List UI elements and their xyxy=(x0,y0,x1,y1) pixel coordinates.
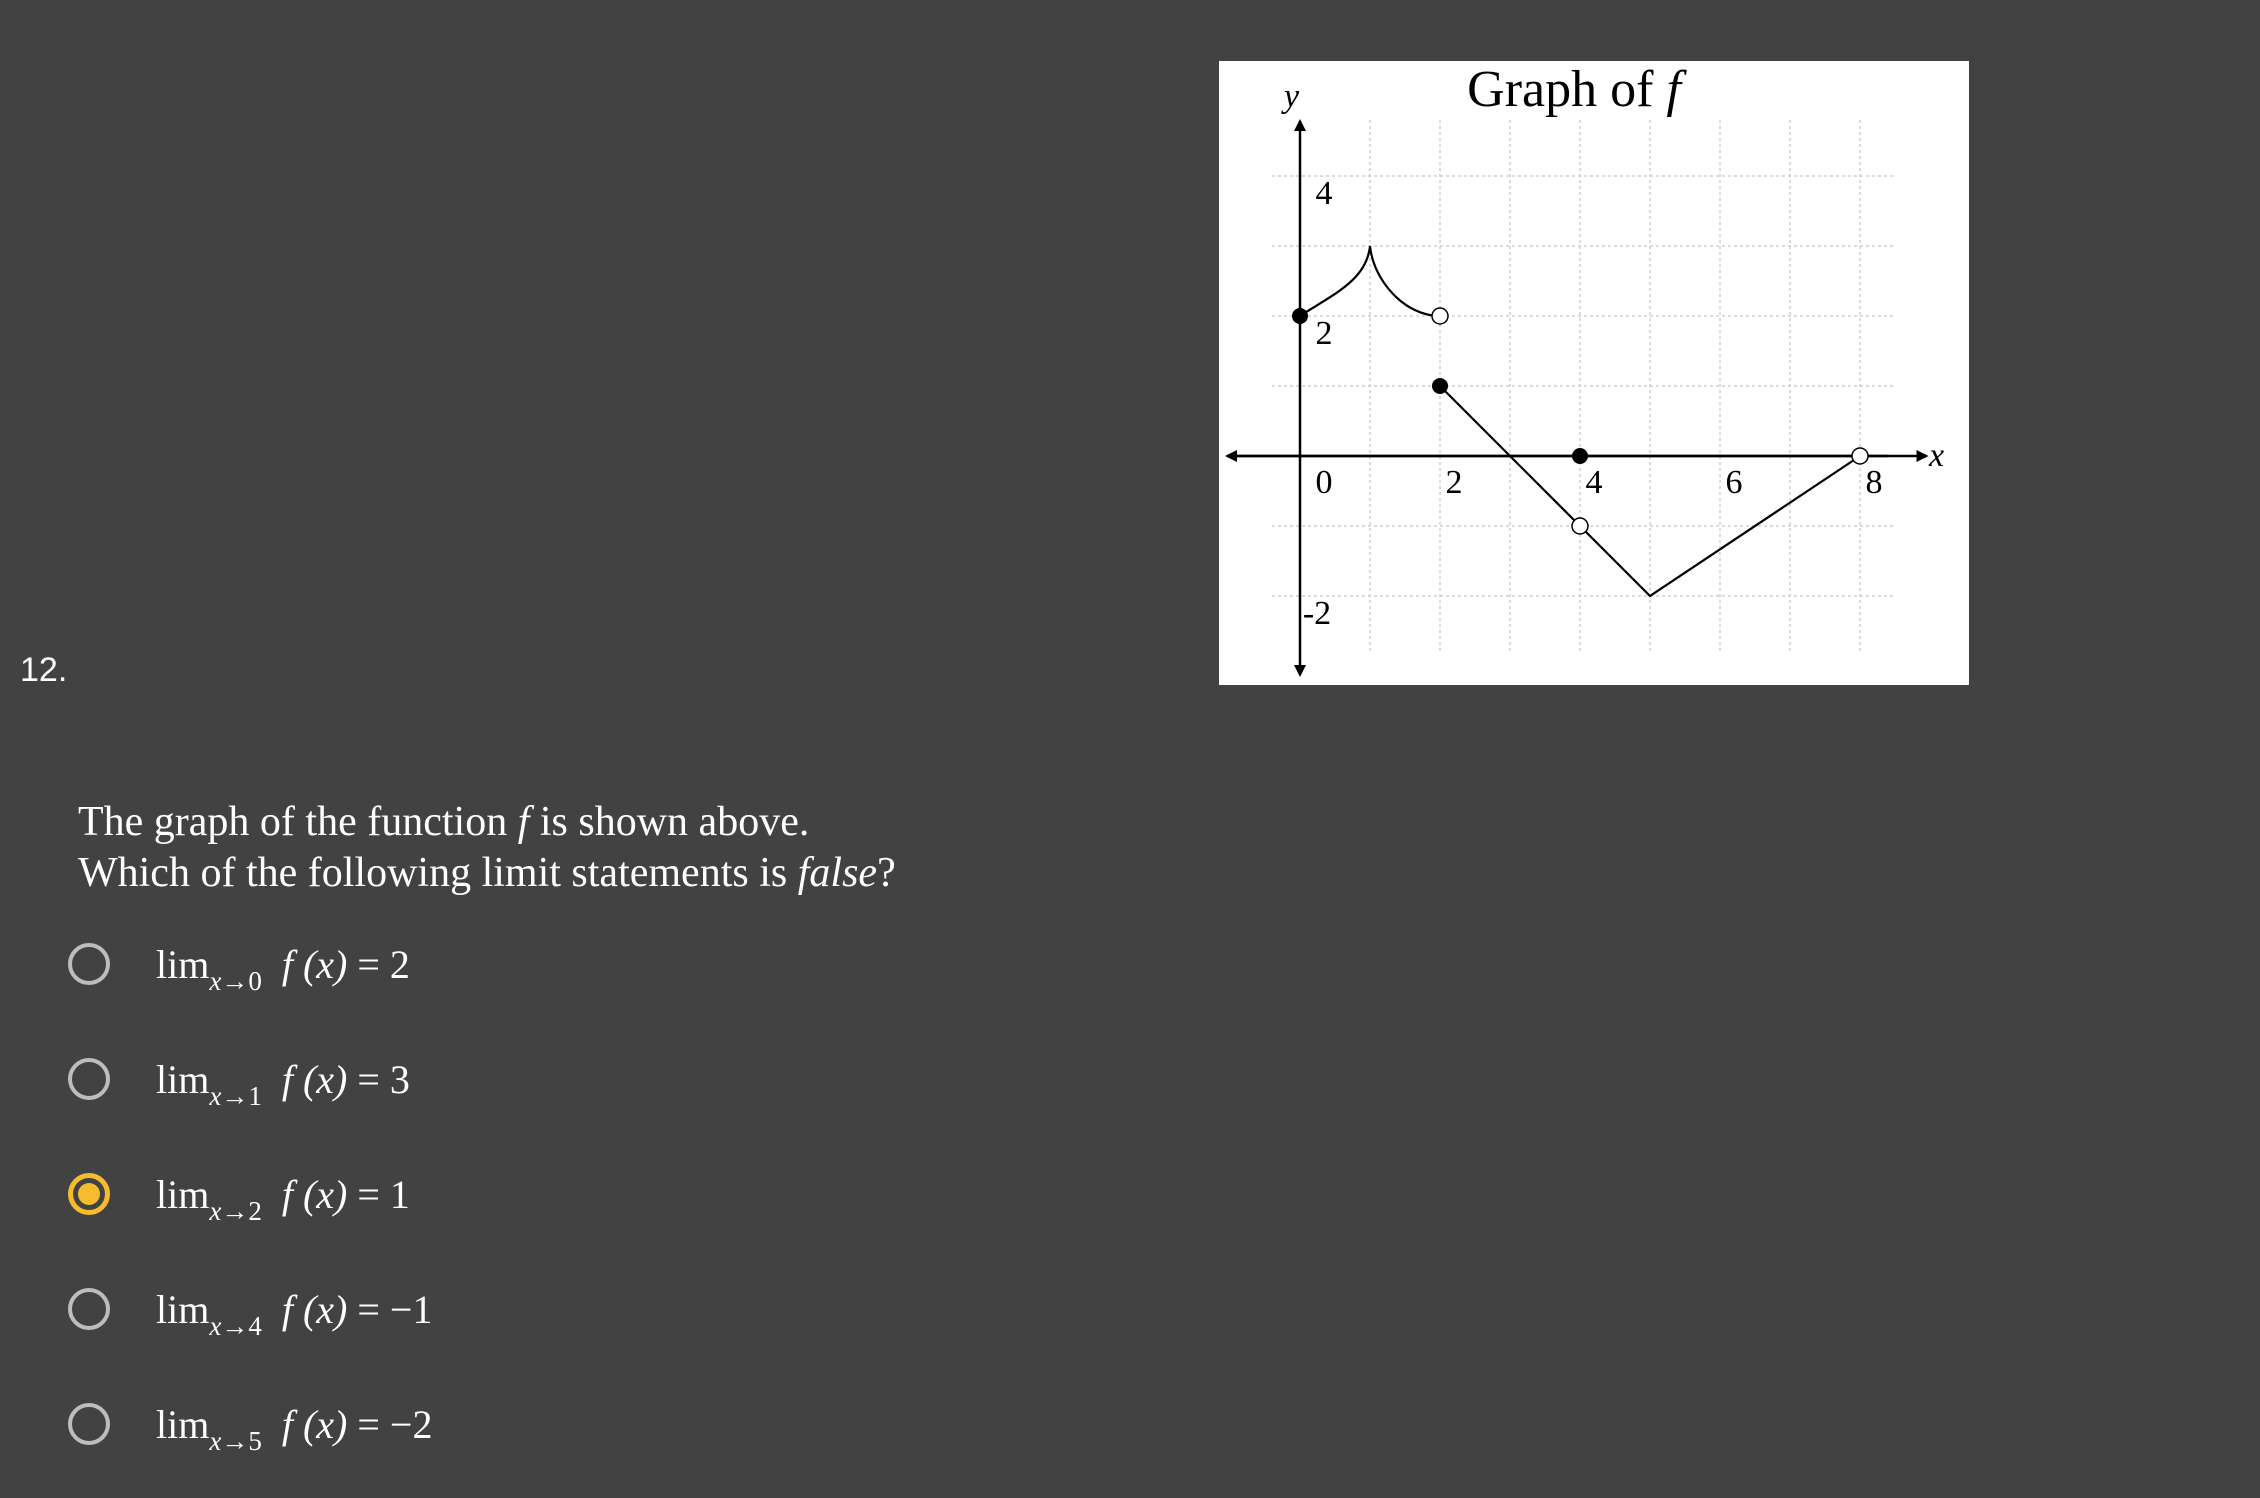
graph-of-f xyxy=(1219,61,1969,685)
prompt-line-1: The graph of the function f is shown above. xyxy=(78,799,810,845)
radio-button[interactable] xyxy=(68,1288,110,1330)
option-3[interactable] xyxy=(68,1164,410,1224)
grid-lines xyxy=(1272,120,1895,652)
option-label: $\lim_{x\to 2} f$ (x) = 1 xyxy=(156,1171,410,1226)
radio-button[interactable] xyxy=(68,1173,110,1215)
x-tick-label: 8 xyxy=(1865,464,1883,501)
radio-button[interactable] xyxy=(68,1403,110,1445)
y-axis-label: y xyxy=(1284,78,1300,115)
option-label: $\lim_{x\to 0} f$ (x) = 2 xyxy=(156,941,410,996)
option-2[interactable] xyxy=(68,1049,410,1109)
option-1[interactable] xyxy=(68,934,410,994)
option-4[interactable] xyxy=(68,1279,432,1339)
x-tick-label: 2 xyxy=(1445,464,1463,501)
question-prompt xyxy=(78,797,896,899)
graph-title: Graph of f xyxy=(1467,61,1681,118)
option-label: $\lim_{x\to 5} f$ (x) = −2 xyxy=(156,1401,433,1456)
axis-labels xyxy=(1281,78,1944,632)
y-tick-label: 4 xyxy=(1315,175,1333,212)
curve-piece-1 xyxy=(1300,246,1440,316)
option-label: $\lim_{x\to 1} f$ (x) = 3 xyxy=(156,1056,410,1111)
option-5[interactable] xyxy=(68,1394,432,1454)
y-tick-label: 2 xyxy=(1315,315,1333,352)
x-tick-label: 6 xyxy=(1725,464,1743,501)
prompt-line-2: Which of the following limit statements is false? xyxy=(78,850,896,896)
open-point xyxy=(1432,308,1448,324)
question-number: 12. xyxy=(20,651,68,689)
closed-point xyxy=(1572,448,1588,464)
radio-button[interactable] xyxy=(68,1058,110,1100)
x-tick-label: 0 xyxy=(1315,464,1333,501)
x-axis-label: x xyxy=(1929,437,1945,474)
y-tick-label: -2 xyxy=(1302,595,1332,632)
x-tick-label: 4 xyxy=(1585,464,1603,501)
closed-point xyxy=(1292,308,1308,324)
graph-svg xyxy=(1219,61,1969,685)
open-point xyxy=(1572,518,1588,534)
closed-point xyxy=(1432,378,1448,394)
radio-button[interactable] xyxy=(68,943,110,985)
option-label: $\lim_{x\to 4} f$ (x) = −1 xyxy=(156,1286,433,1341)
open-point xyxy=(1852,448,1868,464)
